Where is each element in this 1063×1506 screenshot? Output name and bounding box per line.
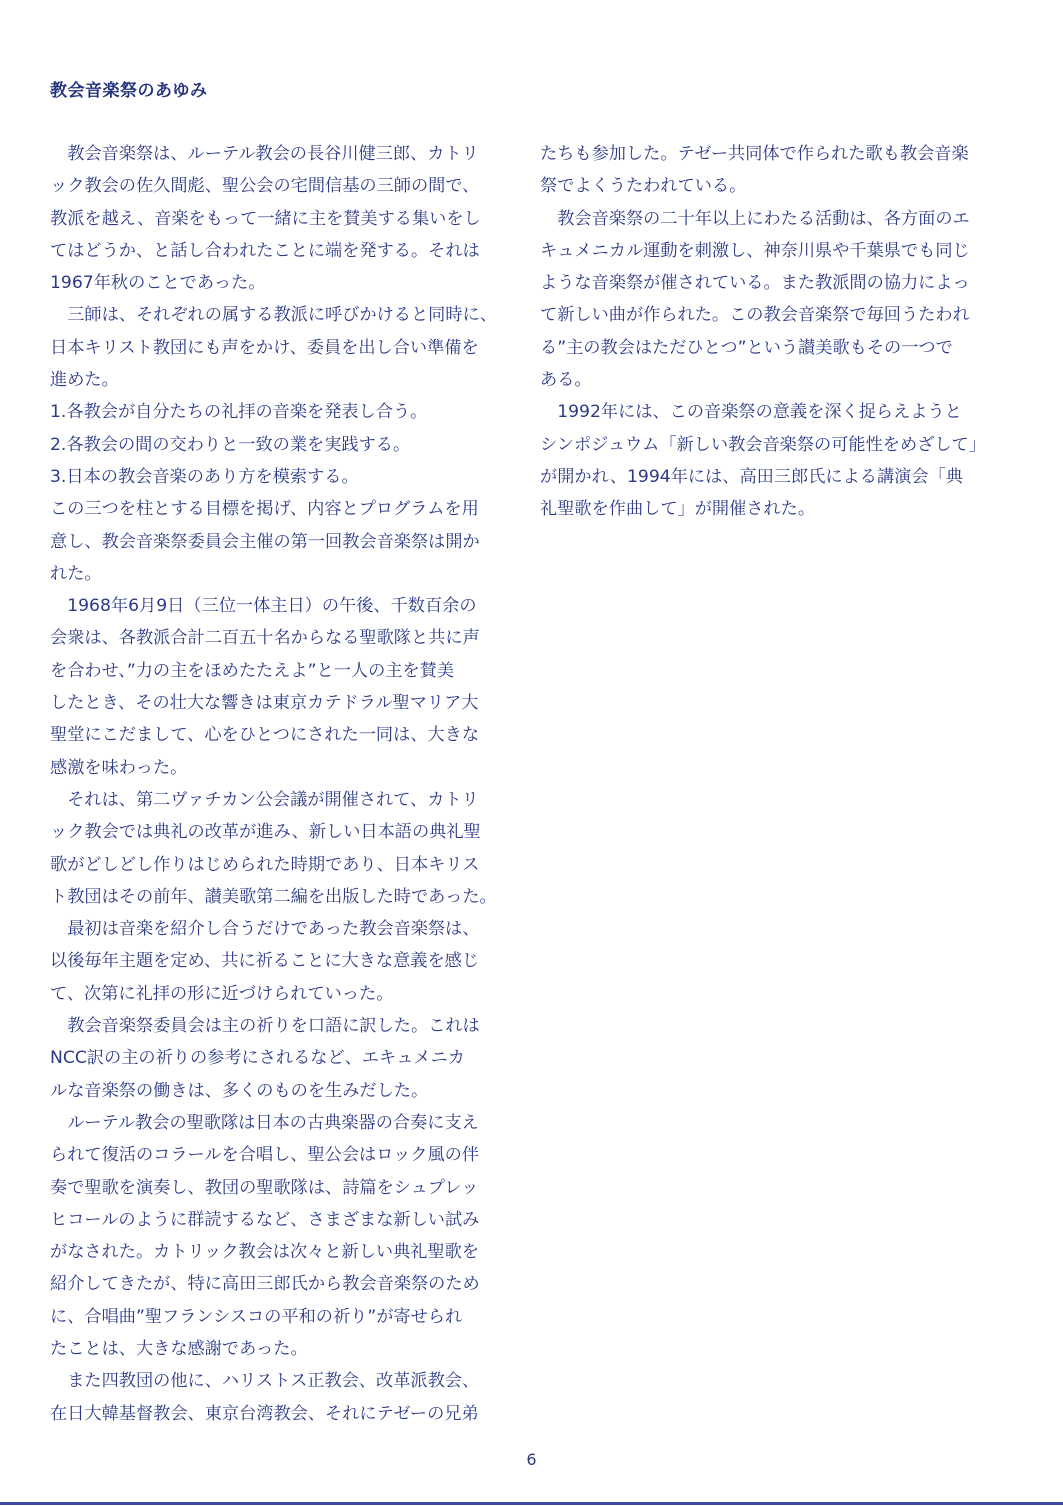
text-line: NCC訳の主の祈りの参考にされるなど、エキュメニカ <box>50 1048 465 1069</box>
text-line: 2.各教会の間の交わりと一致の業を実践する。 <box>50 434 411 455</box>
left-text-column <box>50 138 508 1430</box>
text-line: られて復活のコラールを合唱し、聖公会はロック風の伴 <box>50 1145 480 1166</box>
text-line: 3.日本の教会音楽のあり方を模索する。 <box>50 466 359 487</box>
text-line: 礼聖歌を作曲して」が開催された。 <box>540 499 816 520</box>
text-line: 感激を味わった。 <box>50 757 188 778</box>
text-line: したとき、その壮大な響きは東京カテドラル聖マリア大 <box>50 693 479 714</box>
text-line: 紹介してきたが、特に高田三郎氏から教会音楽祭のため <box>50 1274 480 1295</box>
text-line: たちも参加した。テゼー共同体で作られた歌も教会音楽 <box>540 144 969 164</box>
page-number: 6 <box>526 1450 537 1469</box>
text-line: ルな音楽祭の働きは、多くのものを生みだした。 <box>50 1080 429 1101</box>
text-line: ト教団はその前年、讃美歌第二編を出版した時であった。 <box>50 886 497 907</box>
text-line: る”主の教会はただひとつ”という讃美歌もその一つで <box>540 337 953 358</box>
text-line: ック教会の佐久間彪、聖公会の宅間信基の三師の間で、 <box>50 176 480 197</box>
text-line: が開かれ、1994年には、高田三郎氏による講演会「典 <box>540 466 963 487</box>
text-line: 意し、教会音楽祭委員会主催の第一回教会音楽祭は開か <box>50 531 480 552</box>
text-line: 進めた。 <box>50 370 119 391</box>
text-line: 最初は音楽を紹介し合うだけであった教会音楽祭は、 <box>50 919 480 940</box>
text-line: て、次第に礼拝の形に近づけられていった。 <box>50 983 394 1004</box>
text-line: ック教会では典礼の改革が進み、新しい日本語の典礼聖 <box>50 822 481 843</box>
text-line: ヒコールのように群読するなど、さまざまな新しい試み <box>50 1209 480 1230</box>
text-line: 1992年には、この音楽祭の意義を深く捉らえようと <box>540 402 962 423</box>
text-line: この三つを柱とする目標を掲げ、内容とプログラムを用 <box>50 499 479 520</box>
text-line: たことは、大きな感謝であった。 <box>50 1338 308 1359</box>
text-line: に、合唱曲”聖フランシスコの平和の祈り”が寄せられ <box>50 1306 463 1327</box>
text-line: 1967年秋のことであった。 <box>50 273 266 294</box>
text-line: 歌がどしどし作りはじめられた時期であり、日本キリス <box>50 854 480 875</box>
text-line: ある。 <box>540 370 592 391</box>
text-line: 三師は、それぞれの属する教派に呼びかけると同時に、 <box>50 305 497 326</box>
text-line: 聖堂にこだまして、心をひとつにされた一同は、大きな <box>50 725 480 746</box>
text-line: また四教団の他に、ハリストス正教会、改革派教会、 <box>50 1371 480 1392</box>
text-line: シンポジュウム「新しい教会音楽祭の可能性をめざして」 <box>540 434 986 455</box>
text-line: 祭でよくうたわれている。 <box>540 176 747 197</box>
text-line: がなされた。カトリック教会は次々と新しい典礼聖歌を <box>50 1242 480 1263</box>
text-line: 日本キリスト教団にも声をかけ、委員を出し合い準備を <box>50 337 479 358</box>
text-line: 奏で聖歌を演奏し、教団の聖歌隊は、詩篇をシュプレッ <box>50 1177 479 1198</box>
text-line: 1968年6月9日（三位一体主日）の午後、千数百余の <box>50 596 477 617</box>
text-line: ルーテル教会の聖歌隊は日本の古典楽器の合奏に支え <box>50 1112 479 1133</box>
text-line: 会衆は、各教派合計二百五十名からなる聖歌隊と共に声 <box>50 628 480 649</box>
text-line: てはどうか、と話し合われたことに端を発する。それは <box>50 240 480 261</box>
text-line: 在日大韓基督教会、東京台湾教会、それにテゼーの兄弟 <box>50 1403 479 1424</box>
text-line: を合わせ、”力の主をほめたたえよ”と一人の主を賛美 <box>50 660 455 681</box>
right-text-column <box>540 138 998 526</box>
text-line: 教会音楽祭の二十年以上にわたる活動は、各方面のエ <box>540 208 970 229</box>
text-line: ような音楽祭が催されている。また教派間の協力によっ <box>540 273 970 294</box>
page-title: 教会音楽祭のあゆみ <box>50 81 208 101</box>
text-line: て新しい曲が作られた。この教会音楽祭で毎回うたわれ <box>540 305 970 326</box>
text-line: 1.各教会が自分たちの礼拝の音楽を発表し合う。 <box>50 402 428 423</box>
text-line: それは、第二ヴァチカン公会議が開催されて、カトリ <box>50 789 479 810</box>
bottom-rule <box>0 1502 1063 1505</box>
text-line: 教会音楽祭は、ルーテル教会の長谷川健三郎、カトリ <box>50 144 479 164</box>
text-line: 教会音楽祭委員会は主の祈りを口語に訳した。これは <box>50 1016 480 1037</box>
text-line: 以後毎年主題を定め、共に祈ることに大きな意義を感じ <box>50 951 480 972</box>
text-line: れた。 <box>50 563 102 584</box>
text-line: 教派を越え、音楽をもって一緒に主を賛美する集いをし <box>50 208 481 229</box>
text-line: キュメニカル運動を刺激し、神奈川県や千葉県でも同じ <box>540 240 970 261</box>
